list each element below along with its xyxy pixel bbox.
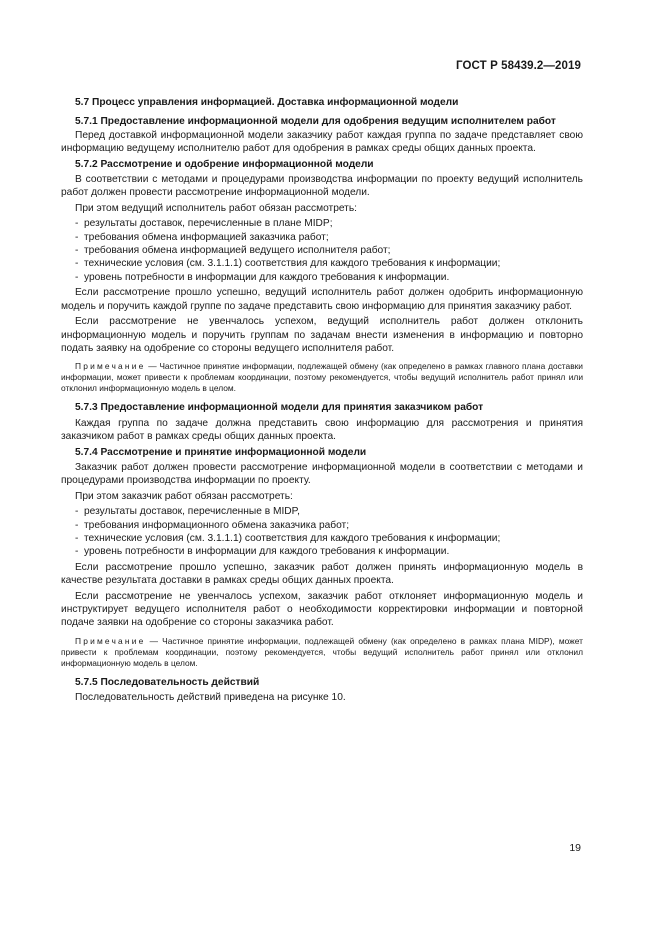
list-item: - требования обмена информацией ведущего исполнителя работ;	[75, 245, 391, 257]
note-label: Примечание	[75, 635, 146, 646]
section-5-7-4-paragraph-3: Если рассмотрение прошло успешно, заказчик работ должен принять информационную модель в качестве результата доставки в рамках среды общих данных проекта.	[61, 561, 583, 587]
list-item: - технические условия (см. 3.1.1.1) соответствия для каждого требования к информации;	[75, 258, 501, 270]
section-5-7-5-paragraph-1: Последовательность действий приведена на рисунке 10.	[75, 692, 346, 704]
note-text: — Частичное принятие информации, подлежащей обмену (как определено в рамках главного плана доставки информации, может привести к проблемам координации, поэтому рекомендуется, чтобы ведущий исполнитель работ принял или отклонил информационную модель в целом.	[61, 361, 583, 394]
section-5-7-2-paragraph-4: Если рассмотрение не увенчалось успехом, ведущий исполнитель работ должен отклонить информационную модель и поручить группам по задачам внести изменения в информацию и повторно подать заявку на одобрение со стороны ведущего исполнителя работ.	[61, 316, 583, 354]
section-5-7-2-paragraph-2: При этом ведущий исполнитель работ обязан рассмотреть:	[75, 202, 357, 214]
document-body	[61, 96, 583, 707]
list-item: - требования информационного обмена заказчика работ;	[75, 519, 350, 531]
section-5-7-2-note	[61, 361, 583, 394]
section-5-7-2-paragraph-1: В соответствии с методами и процедурами производства информации по проекту ведущий исполнитель работ должен провести рассмотрение информационной модели.	[61, 174, 583, 199]
note-text: — Частичное принятие информации, подлежащей обмену (как определено в рамках плана MIDP), может привести к проблемам координации, поэтому рекомендуется, чтобы ведущий исполнитель работ принял или отклонил информационную модель в целом.	[61, 635, 583, 668]
section-5-7-1-paragraph-1: Перед доставкой информационной модели заказчику работ каждая группа по задаче представляет свою информацию ведущему исполнителю работ для одобрения в рамках среды общих данных проекта.	[61, 129, 583, 155]
list-item: - результаты доставок, перечисленные в MIDP,	[75, 506, 300, 518]
section-5-7-heading: 5.7 Процесс управления информацией. Доставка информационной модели	[75, 97, 459, 108]
page-number: 19	[569, 842, 581, 854]
section-5-7-5-heading: 5.7.5 Последовательность действий	[75, 676, 260, 688]
section-5-7-1-heading: 5.7.1 Предоставление информационной модели для одобрения ведущим исполнителем работ	[75, 116, 556, 128]
section-5-7-2-paragraph-3: Если рассмотрение прошло успешно, ведущий исполнитель работ должен одобрить информационную модель и поручить каждой группе по задаче представить свою информацию для принятия заказчику работ.	[61, 287, 583, 312]
section-5-7-4-paragraph-1: Заказчик работ должен провести рассмотрение информационной модели в соответствии с методами и процедурами производства информации по проекту.	[61, 461, 583, 487]
list-item: - требования обмена информацией заказчика работ;	[75, 231, 329, 243]
section-5-7-4-heading: 5.7.4 Рассмотрение и принятие информационной модели	[75, 446, 367, 458]
note-label: Примечание	[75, 361, 146, 372]
document-header-id: ГОСТ Р 58439.2—2019	[456, 60, 581, 72]
section-5-7-4-note	[61, 636, 583, 669]
section-5-7-3-heading: 5.7.3 Предоставление информационной модели для принятия заказчиком работ	[75, 402, 484, 414]
section-5-7-3-paragraph-1: Каждая группа по задаче должна представить свою информацию для рассмотрения и принятия заказчиком работ в рамках среды общих данных проекта.	[61, 417, 583, 443]
list-item: - технические условия (см. 3.1.1.1) соответствия для каждого требования к информации;	[75, 532, 501, 544]
list-item: - уровень потребности в информации для каждого требования к информации.	[75, 546, 450, 558]
list-item: - результаты доставок, перечисленные в плане MIDP;	[75, 218, 333, 230]
section-5-7-2-heading: 5.7.2 Рассмотрение и одобрение информационной модели	[75, 158, 374, 170]
section-5-7-4-paragraph-2: При этом заказчик работ обязан рассмотреть:	[75, 490, 293, 502]
section-5-7-4-paragraph-4: Если рассмотрение не увенчалось успехом, заказчик работ отклоняет информационную модель и инструктирует ведущего исполнителя работ о необходимости корректировки информации и повторной подаче заявки на одобрение со стороны заказчика работ.	[61, 590, 583, 629]
list-item: - уровень потребности в информации для каждого требования к информации.	[75, 271, 450, 283]
